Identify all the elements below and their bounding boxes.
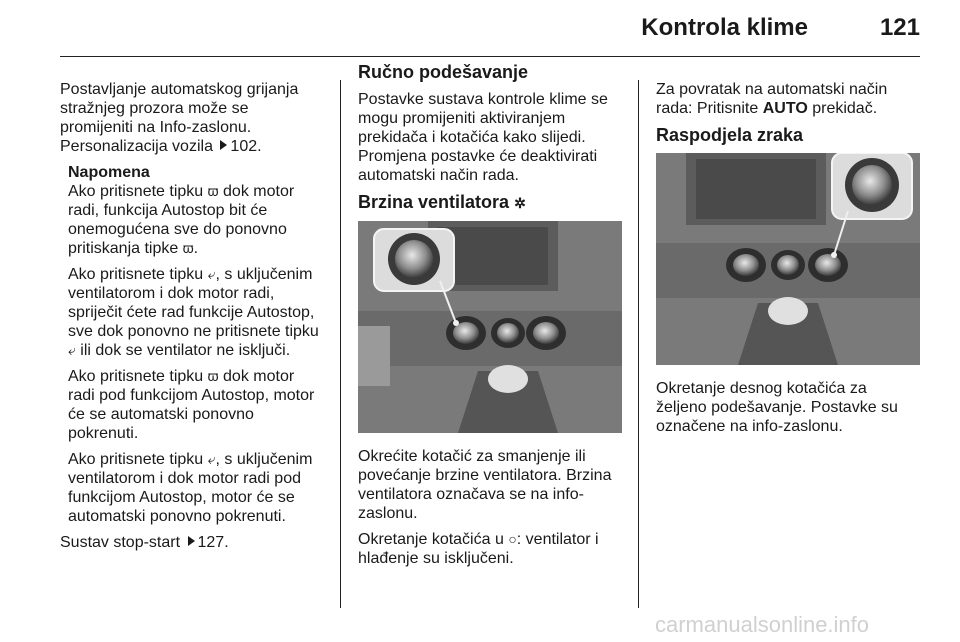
paragraph: Postavljanje automatskog grijanja stražnjeg prozora može se promijeniti na Info-zaslonu. Personalizacija vozila 102. (60, 81, 299, 155)
figure-caption: Okrećite kotačić za smanjenje ili povećanje brzine ventilatora. Brzina ventilatora označava se na info-zaslonu. (358, 448, 612, 522)
column-left (60, 80, 322, 559)
figure-caption: Okretanje desnog kotačića za željeno podešavanje. Postavke su označene na info-zaslonu. (656, 380, 898, 435)
watermark: carmanualsonline.info (655, 612, 870, 637)
section-heading: Ručno podešavanje (358, 62, 529, 82)
column-divider (340, 80, 341, 608)
column-divider (638, 80, 639, 608)
paragraph: Okretanje kotačića u ○: ventilator i hlađenje su isključeni. (358, 531, 599, 567)
note-title: Napomena (68, 164, 150, 181)
recirculation-icon: ⤶ (68, 342, 76, 358)
air-distribution-illustration (656, 153, 920, 365)
cross-reference-arrow-icon (188, 536, 195, 546)
off-circle-icon: ○ (508, 531, 517, 547)
page-link[interactable]: 102. (230, 138, 262, 155)
page-link[interactable]: 127. (197, 534, 229, 551)
note-paragraph: Ako pritisnete tipku ⤶, s uključenim ventilatorom i dok motor radi, spriječit ćete rad funkcije Autostop, sve dok ponovno ne pritisnete tipku ⤶ ili dok se ventilator ne isključi. (68, 266, 319, 359)
auto-label: AUTO (762, 100, 808, 117)
recirculation-icon: ⤶ (207, 266, 216, 282)
rear-window-defrost-icon: ϖ (207, 183, 219, 199)
header-divider (60, 56, 920, 57)
column-right (656, 80, 920, 443)
note-paragraph: Ako pritisnete tipku ⤶, s uključenim ventilatorom i dok motor radi pod funkcijom Autostop, motor će se automatski ponovno pokrenuti. (68, 451, 313, 525)
rear-window-defrost-icon: ϖ (182, 240, 194, 256)
rear-window-defrost-icon: ϖ (207, 368, 219, 384)
note-paragraph: Ako pritisnete tipku ϖ dok motor radi pod funkcijom Autostop, motor će se automatski ponovno pokrenuti. (68, 368, 315, 442)
paragraph: Za povratak na automatski način rada: Pritisnite AUTO prekidač. (656, 81, 888, 117)
subsection-heading: Brzina ventilatora ✲ (358, 192, 526, 212)
page-title: Kontrola klime (641, 14, 808, 41)
fan-control-illustration (358, 221, 622, 433)
column-middle (358, 62, 620, 575)
paragraph: Postavke sustava kontrole klime se mogu promijeniti aktiviranjem prekidača i kotačića kako slijedi. Promjena postavke će deaktivirati automatski način rada. (358, 91, 608, 184)
note-paragraph: Ako pritisnete tipku ϖ dok motor radi, funkcija Autostop bit će onemogućena sve do ponovno pritiskanja tipke ϖ. (68, 183, 295, 257)
paragraph: Sustav stop-start 127. (60, 534, 229, 551)
fan-icon: ✲ (514, 195, 526, 211)
subsection-heading: Raspodjela zraka (656, 125, 804, 145)
note-block (60, 163, 322, 526)
page-number: 121 (879, 14, 920, 41)
recirculation-icon: ⤶ (207, 451, 216, 467)
cross-reference-arrow-icon (220, 140, 227, 150)
